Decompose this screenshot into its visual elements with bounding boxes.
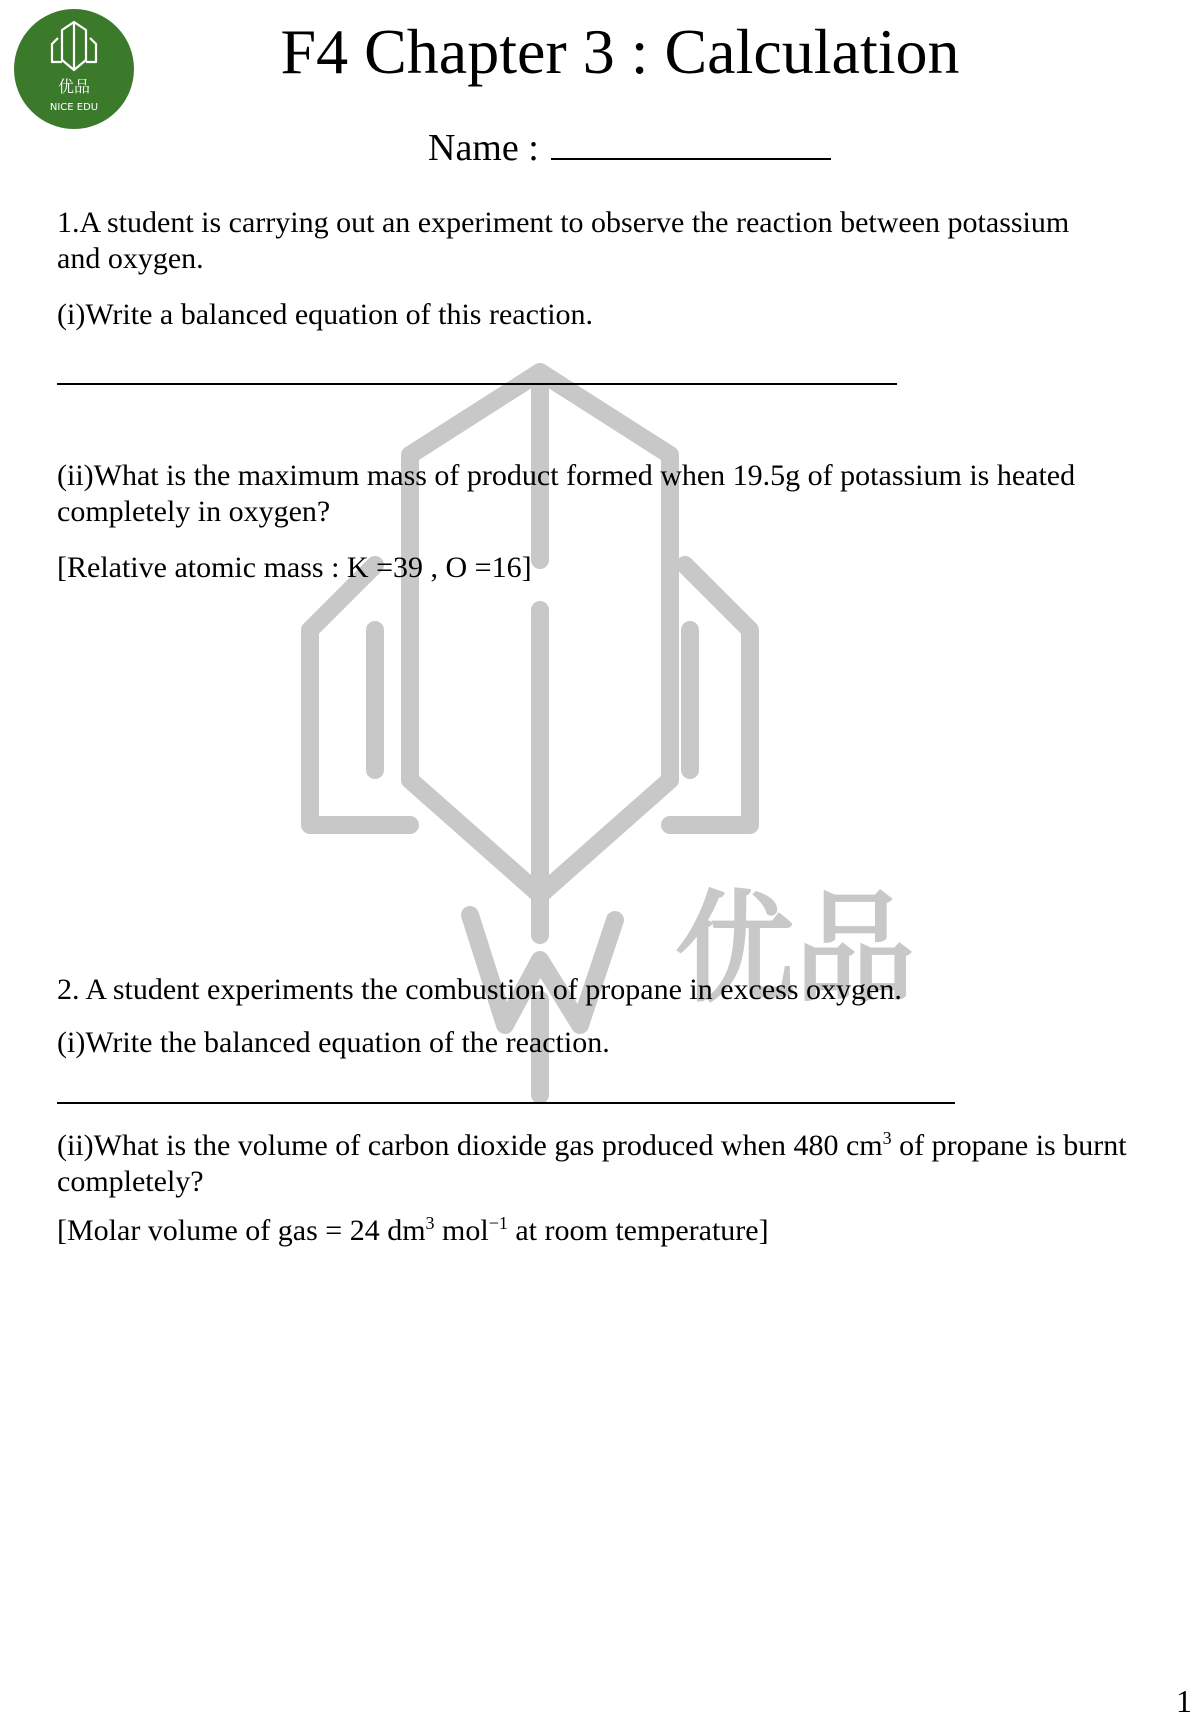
question-2-answer-line[interactable] — [57, 1102, 955, 1104]
question-2-molar-volume — [57, 1213, 769, 1249]
name-label: Name : — [428, 127, 539, 169]
question-1-part-i: (i)Write a balanced equation of this reaction. — [57, 298, 594, 331]
molar-sup-1: 3 — [425, 1213, 435, 1233]
question-2-part-i: (i)Write the balanced equation of the reaction. — [57, 1026, 610, 1059]
question-2-intro: 2. A student experiments the combustion of propane in excess oxygen. — [57, 973, 902, 1006]
question-2-part-ii — [57, 1128, 1157, 1200]
molar-sup-2: −1 — [488, 1213, 508, 1233]
molar-text-a: [Molar volume of gas = 24 dm — [57, 1214, 426, 1247]
watermark-text: 优品 — [675, 880, 915, 1019]
name-field — [428, 124, 831, 172]
question-1-intro: 1.A student is carrying out an experiment to observe the reaction between potassium and oxygen. — [57, 206, 1070, 275]
page-title: F4 Chapter 3 : Calculation — [280, 16, 960, 87]
question-1-answer-line[interactable] — [57, 383, 897, 385]
question-2-part-ii-text-a: (ii)What is the volume of carbon dioxide gas produced when 480 cm — [57, 1129, 883, 1162]
logo-text-cn: 优品 — [57, 77, 91, 96]
question-2-part-ii-sup: 3 — [882, 1128, 892, 1148]
question-2-part-ii-text-b: of propane is burnt completely? — [57, 1129, 1127, 1198]
molar-text-b: mol — [434, 1214, 489, 1247]
question-1-part-ii: (ii)What is the maximum mass of product formed when 19.5g of potassium is heated completely in oxygen? — [57, 459, 1076, 528]
question-1-relative-atomic-mass: [Relative atomic mass : K =39 , O =16] — [57, 551, 532, 584]
page-number: 1 — [1176, 1683, 1192, 1719]
molar-text-c: at room temperature] — [507, 1214, 769, 1247]
logo-text-en: NICE EDU — [49, 102, 99, 113]
name-blank[interactable] — [551, 128, 831, 160]
